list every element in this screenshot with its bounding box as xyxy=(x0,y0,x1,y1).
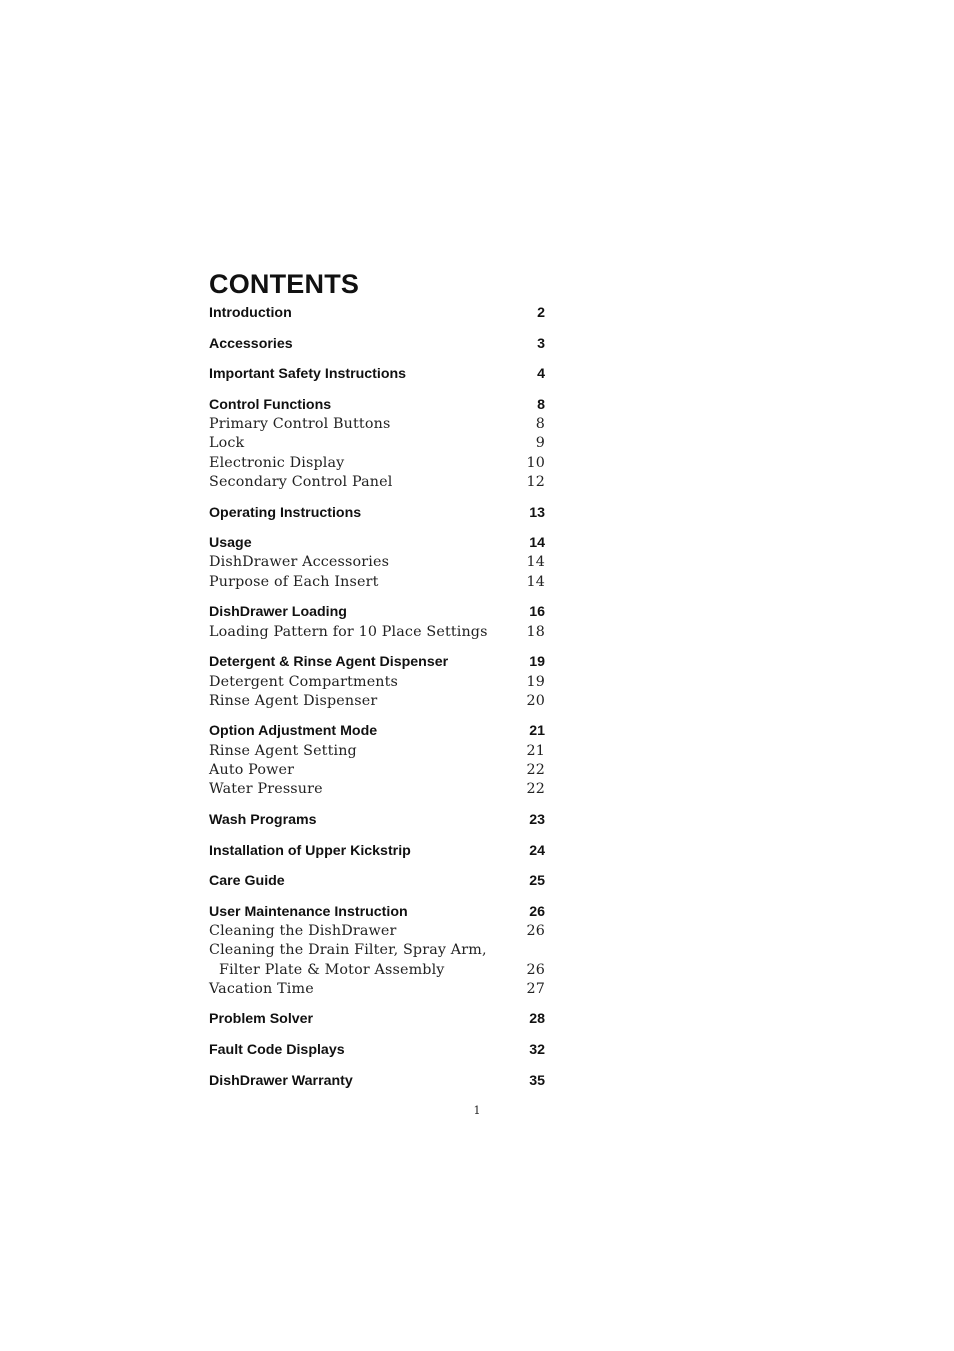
toc-item[interactable] xyxy=(209,434,545,453)
toc-page-number: 2 xyxy=(537,305,545,321)
toc-page-number: 26 xyxy=(529,903,545,920)
toc-heading[interactable] xyxy=(209,1010,545,1029)
toc-page-number: 14 xyxy=(526,554,545,571)
toc-section-detergent xyxy=(209,653,545,711)
toc-page-number: 18 xyxy=(526,623,545,640)
toc-item-label: Loading Pattern for 10 Place Settings xyxy=(209,623,488,640)
toc-item[interactable] xyxy=(209,941,545,960)
toc-page-number: 4 xyxy=(537,366,545,383)
toc-item[interactable] xyxy=(209,415,545,434)
toc-page-number: 10 xyxy=(526,454,545,471)
toc-heading-label: Operating Instructions xyxy=(209,504,362,521)
toc-page-number: 35 xyxy=(529,1072,545,1089)
toc-heading[interactable] xyxy=(209,603,545,622)
toc-item-label: Water Pressure xyxy=(209,781,323,798)
table-of-contents xyxy=(209,268,545,1102)
toc-heading-label: Detergent & Rinse Agent Dispenser xyxy=(209,654,449,671)
toc-heading[interactable] xyxy=(209,1072,545,1091)
toc-item[interactable] xyxy=(209,473,545,492)
toc-section-safety xyxy=(209,365,545,384)
toc-page-number: 9 xyxy=(535,435,545,452)
toc-section-problem-solver xyxy=(209,1010,545,1029)
toc-section-fault-codes xyxy=(209,1041,545,1060)
toc-item[interactable] xyxy=(209,961,545,980)
toc-item[interactable] xyxy=(209,673,545,692)
toc-section-introduction xyxy=(209,304,545,323)
toc-item-label: Secondary Control Panel xyxy=(209,473,393,490)
toc-heading-label: User Maintenance Instruction xyxy=(209,903,408,920)
toc-heading-label: Fault Code Displays xyxy=(209,1042,345,1059)
toc-heading-label: Accessories xyxy=(209,335,293,352)
toc-item-label: Lock xyxy=(209,435,245,452)
toc-heading-label: Care Guide xyxy=(209,873,285,890)
toc-item-label: Filter Plate & Motor Assembly xyxy=(219,961,445,978)
toc-item-label: Purpose of Each Insert xyxy=(209,573,379,590)
toc-page-number: 26 xyxy=(526,922,545,939)
toc-heading[interactable] xyxy=(209,335,545,354)
page-title: CONTENTS xyxy=(209,269,360,299)
toc-page-number: 27 xyxy=(526,980,545,997)
toc-page-number: 20 xyxy=(526,692,545,709)
toc-page-number: 22 xyxy=(526,781,545,798)
toc-page-number: 19 xyxy=(526,673,545,690)
toc-item-label: Auto Power xyxy=(209,762,295,779)
toc-heading-label: Problem Solver xyxy=(209,1011,314,1028)
toc-item-label: Cleaning the DishDrawer xyxy=(209,922,397,939)
toc-heading[interactable] xyxy=(209,722,545,741)
toc-heading-label: Option Adjustment Mode xyxy=(209,723,378,740)
toc-page-number: 32 xyxy=(529,1042,545,1059)
toc-heading[interactable] xyxy=(209,903,545,922)
toc-heading[interactable] xyxy=(209,504,545,523)
toc-item-label: Vacation Time xyxy=(209,980,314,997)
toc-heading[interactable] xyxy=(209,842,545,861)
toc-heading-label: Usage xyxy=(209,535,252,552)
toc-heading[interactable] xyxy=(209,396,545,415)
toc-heading[interactable] xyxy=(209,534,545,553)
toc-section-operating-instructions xyxy=(209,504,545,523)
toc-page-number: 19 xyxy=(529,654,545,671)
toc-item[interactable] xyxy=(209,623,545,642)
toc-item-label: Electronic Display xyxy=(209,454,345,471)
toc-page-number: 8 xyxy=(535,416,545,433)
toc-page-number: 22 xyxy=(526,762,545,779)
toc-page-number: 28 xyxy=(529,1011,545,1028)
toc-section-warranty xyxy=(209,1072,545,1091)
toc-section-care-guide xyxy=(209,872,545,891)
toc-page-number: 25 xyxy=(529,873,545,890)
toc-item-label: Primary Control Buttons xyxy=(209,416,391,433)
toc-heading[interactable] xyxy=(209,872,545,891)
toc-section-control-functions xyxy=(209,396,545,492)
toc-page-number: 14 xyxy=(526,573,545,590)
toc-heading-label: DishDrawer Warranty xyxy=(209,1072,353,1089)
toc-section-option-adjustment xyxy=(209,722,545,799)
toc-section-loading xyxy=(209,603,545,642)
toc-page-number: 3 xyxy=(537,335,545,352)
toc-section-wash-programs xyxy=(209,811,545,830)
toc-section-accessories xyxy=(209,335,545,354)
toc-item[interactable] xyxy=(209,780,545,799)
toc-page-number: 21 xyxy=(529,723,545,740)
toc-item-label: Rinse Agent Setting xyxy=(209,742,357,759)
toc-heading[interactable] xyxy=(209,304,545,323)
toc-page-number: 8 xyxy=(537,396,545,413)
toc-section-maintenance xyxy=(209,903,545,999)
toc-heading-label: DishDrawer Loading xyxy=(209,604,347,621)
toc-item-label: Detergent Compartments xyxy=(209,673,399,690)
toc-item-label: DishDrawer Accessories xyxy=(209,554,390,571)
toc-item[interactable] xyxy=(209,692,545,711)
toc-page-number: 13 xyxy=(529,504,545,521)
toc-heading-label: Wash Programs xyxy=(209,811,317,828)
toc-section-usage xyxy=(209,534,545,592)
toc-item[interactable] xyxy=(209,922,545,941)
page-footer-number: 1 xyxy=(473,1104,481,1117)
toc-item[interactable] xyxy=(209,980,545,999)
toc-page-number: 14 xyxy=(529,535,545,552)
toc-page-number: 21 xyxy=(526,742,545,759)
toc-heading-label: Control Functions xyxy=(209,396,332,413)
toc-heading-label: Important Safety Instructions xyxy=(209,366,407,383)
toc-item-label: Rinse Agent Dispenser xyxy=(209,692,378,709)
toc-heading[interactable] xyxy=(209,811,545,830)
toc-item[interactable] xyxy=(209,742,545,761)
toc-item-label: Cleaning the Drain Filter, Spray Arm, xyxy=(209,942,487,959)
toc-item[interactable] xyxy=(209,454,545,473)
toc-heading[interactable] xyxy=(209,365,545,384)
toc-section-kickstrip xyxy=(209,842,545,861)
toc-heading[interactable] xyxy=(209,1041,545,1060)
toc-item[interactable] xyxy=(209,553,545,572)
toc-page-number: 26 xyxy=(526,961,545,978)
toc-item[interactable] xyxy=(209,573,545,592)
toc-page-number: 23 xyxy=(529,811,545,828)
toc-heading-label: Installation of Upper Kickstrip xyxy=(209,842,411,859)
toc-page-number: 16 xyxy=(529,604,545,621)
toc-page-number: 12 xyxy=(526,473,545,490)
toc-item[interactable] xyxy=(209,761,545,780)
toc-heading[interactable] xyxy=(209,653,545,672)
toc-heading-label: Introduction xyxy=(209,305,292,321)
toc-page-number: 24 xyxy=(529,842,545,859)
